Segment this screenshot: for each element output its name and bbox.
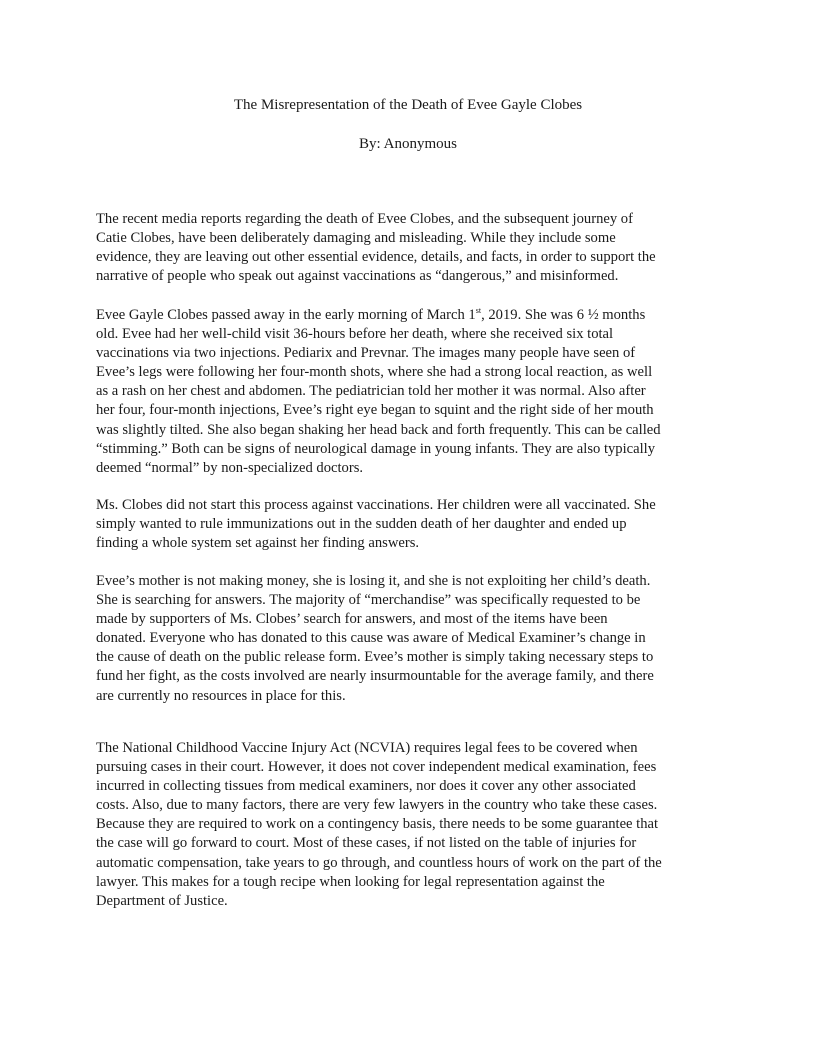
paragraph-mother-finances (96, 572, 726, 706)
paragraph-media-reports (96, 210, 726, 286)
text-line: finding a whole system set against her finding answers. (96, 535, 420, 552)
text-line: costs. Also, due to many factors, there are very few lawyers in the country who take these cases. (96, 797, 658, 814)
text-line: her four, four-month injections, Evee’s right eye began to squint and the right side of her mouth (96, 402, 654, 419)
ordinal-superscript: st (475, 306, 482, 315)
text-line: narrative of people who speak out against vaccinations as “dangerous,” and misinformed. (96, 268, 619, 285)
text-line: Department of Justice. (96, 892, 228, 909)
paragraph-ms-clobes (96, 496, 726, 553)
text-line (96, 306, 726, 325)
text-line: “stimming.” Both can be signs of neurological damage in young infants. They are also typically (96, 440, 656, 457)
text-line: Evee’s mother is not making money, she is losing it, and she is not exploiting her child’s death. (96, 573, 651, 589)
text-line: was slightly tilted. She also began shaking her head back and forth frequently. This can be called (96, 421, 661, 438)
text-line: the case will go forward to court. Most of these cases, if not listed on the table of injuries for (96, 835, 637, 852)
text-line: donated. Everyone who has donated to this cause was aware of Medical Examiner’s change in (96, 630, 646, 647)
document-title: The Misrepresentation of the Death of Evee Gayle Clobes (233, 97, 583, 113)
document-byline: By: Anonymous (359, 136, 457, 152)
text-segment: , 2019. She was 6 ½ months (481, 307, 646, 323)
text-line: The National Childhood Vaccine Injury Act (NCVIA) requires legal fees to be covered when (96, 740, 638, 756)
text-line: made by supporters of Ms. Clobes’ search for answers, and most of the items have been (96, 611, 608, 628)
text-line: lawyer. This makes for a tough recipe when looking for legal representation against the (96, 873, 605, 890)
text-line: old. Evee had her well-child visit 36-hours before her death, where she received six total (96, 326, 614, 343)
text-line: pursuing cases in their court. However, it does not cover independent medical examination, fees (96, 759, 657, 776)
text-line: incurred in collecting tissues from medical examiners, nor does it cover any other associated (96, 778, 636, 795)
text-line: vaccinations via two injections. Pediarix and Prevnar. The images many people have seen of (96, 345, 636, 362)
text-line: Evee’s legs were following her four-month shots, where she had a strong local reaction, as well (96, 364, 653, 381)
text-line: Ms. Clobes did not start this process against vaccinations. Her children were all vaccinated. She (96, 497, 656, 513)
text-line: The recent media reports regarding the death of Evee Clobes, and the subsequent journey of (96, 211, 633, 227)
text-line: automatic compensation, take years to go through, and countless hours of work on the part of the (96, 854, 662, 871)
text-line: simply wanted to rule immunizations out in the sudden death of her daughter and ended up (96, 516, 627, 533)
paragraph-evee-death (96, 306, 726, 478)
text-line: are currently no resources in place for this. (96, 687, 346, 704)
text-line: as a rash on her chest and abdomen. The pediatrician told her mother it was normal. Also after (96, 383, 646, 400)
text-line: the cause of death on the public release form. Evee’s mother is simply taking necessary steps to (96, 649, 654, 666)
text-line: fund her fight, as the costs involved are nearly insurmountable for the average family, and there (96, 668, 654, 685)
text-line: evidence, they are leaving out other essential evidence, details, and facts, in order to support the (96, 249, 656, 266)
paragraph-ncvia (96, 739, 726, 911)
text-line: She is searching for answers. The majority of “merchandise” was specifically requested to be (96, 592, 641, 609)
text-line: Because they are required to work on a contingency basis, there needs to be some guarantee that (96, 816, 659, 833)
text-line: deemed “normal” by non-specialized doctors. (96, 459, 364, 476)
text-segment: Evee Gayle Clobes passed away in the early morning of March 1 (96, 307, 476, 323)
text-line: Catie Clobes, have been deliberately damaging and misleading. While they include some (96, 230, 616, 247)
